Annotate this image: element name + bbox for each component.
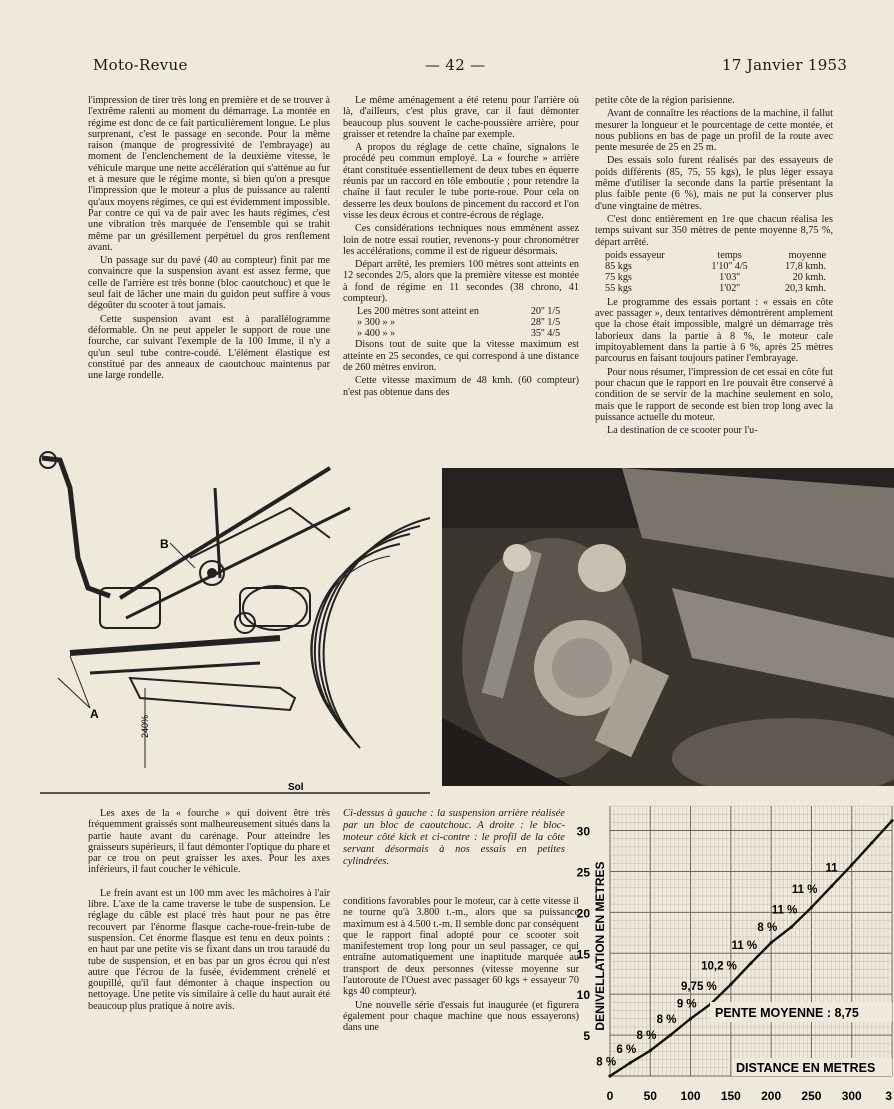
table-row (603, 261, 828, 272)
engine-photo (442, 468, 894, 786)
segment-label: 8 % (757, 921, 778, 934)
segment-label: 8 % (596, 1056, 617, 1069)
label-a: A (90, 707, 99, 721)
table-cell: 20 kmh. (792, 271, 826, 283)
table-cell: 20,3 kmh. (784, 282, 826, 294)
table-cell: 55 kgs (605, 282, 632, 294)
paragraph: Cette vitesse maximum de 48 kmh. (60 compteur) n'est pas obtenue dans des (343, 375, 579, 398)
y-tick-label: 20 (576, 906, 590, 921)
segment-label: 6 % (616, 1043, 637, 1056)
x-tick-label: 150 (720, 1089, 741, 1103)
column-2-bottom (343, 896, 579, 1036)
segment-label: 9,75 % (680, 981, 717, 994)
paragraph: Le frein avant est un 100 mm avec les mâchoires à l'air libre. L'axe de la came traverse le tube de suspension. Le réglage du câble est placé très haut pour ne pas être recouvert par l'énorme flasque cache-roue-frein-tube de suspension. Cet énorme flasque est tenu en deux points : en haut par une petite vis se fixant dans un trou taraudé du tube de suspension, et en bas par un gros écrou qui n'est autre que l'écrou de la fusée, évidemment crénelé et goupillé, qu'il faut démonter à chaque inspection ou nettoyage. Une petite vis similaire à celle du haut aurait été beaucoup plus pratique à notre avis. (88, 887, 330, 1012)
paragraph: conditions favorables pour le moteur, car à cette vitesse il ne tourne qu'à 3.800 t.-m., alors que sa puissance maximum est à 4.500 t.-m. Il semble donc par conséquent que le rapport final adopté pour ce scooter soit manifestement trop long pour un seul passager, ce qui entraîne automatiquement une inaptitude marquée au transport de deux personnes (vitesse moyenne sur l'autoroute de l'Ouest avec passager 60 kgs + essayeur 70 kgs 40 compteur). (343, 896, 579, 998)
y-tick-label: 25 (576, 865, 590, 880)
paragraph: Disons tout de suite que la vitesse maximum est atteinte en 25 secondes, ce qui correspond à une distance de 260 mètres environ. (343, 339, 579, 373)
table-cell: 1'03'' (719, 271, 740, 283)
x-tick-label: 300 (841, 1089, 862, 1103)
data-point (669, 1033, 672, 1036)
table-header-row (603, 250, 828, 261)
issue-date: 17 Janvier 1953 (722, 56, 848, 74)
weights-table (603, 250, 828, 294)
segment-label: 11 % (771, 904, 798, 917)
segment-label: 10,2 % (701, 960, 737, 973)
data-point (870, 841, 873, 844)
table-cell: 1'02'' (719, 282, 740, 294)
segment-label: 11 (825, 862, 838, 875)
data-point (890, 819, 893, 822)
data-point (749, 961, 752, 964)
figure-caption: Ci-dessus à gauche : la suspension arrière réalisée par un bloc de caoutchouc. A droite : le bloc-moteur côté kick et ci-contre : le profil de la côte servant désormais à nos essais en petites cylindrées. (343, 808, 565, 867)
label-b: B (160, 537, 169, 551)
paragraph: Avant de connaître les réactions de la machine, il fallut mesurer la longueur et le pourcentage de cette montée, et nous publions en bas de page un profil de la route avec pente mesurée de 25 en 25 m. (595, 108, 833, 154)
paragraph: Des essais solo furent réalisés par des essayeurs de poids différents (85, 75, 55 kgs), le plus léger essaya même d'utiliser la seconde dans la partie présentant la plus faible pente (6 %), mais ne put la conserver plus d'une vingtaine de mètres. (595, 155, 833, 212)
data-point (729, 983, 732, 986)
chart-svg (560, 804, 894, 1109)
x-tick-label: 0 (606, 1089, 614, 1103)
table-cell: 17,8 kmh. (784, 260, 826, 272)
data-point (649, 1049, 652, 1052)
segment-label: 9 % (676, 998, 697, 1011)
table-row (603, 283, 828, 294)
column-2-top (343, 95, 579, 400)
table-row (355, 328, 575, 339)
column-3-top (595, 95, 833, 438)
data-point (830, 885, 833, 888)
table-cell: 28'' 1/5 (530, 317, 561, 329)
data-point (608, 1074, 611, 1077)
table-cell: » 400 » » (357, 328, 396, 340)
paragraph: l'impression de tirer très long en première et de se trouver à l'extrême ralenti au moment du démarrage. La montée en régime est donc de ce fait particulièrement longue. Le plus surprenant, c'est le passage en seconde. Pour la même raison (manque de progressivité de l'embrayage) au moment de l'enclenchement de la deuxième vitesse, le véhicule marque une nette accélération qui s'atténue au fur et à mesure que le régime monte, si bien qu'on a presque l'impression que le moteur a plus de puissance au ralenti qu'aux moyens régimes, ce qui est évidemment impossible. Par contre ce qui va de pair avec les hauts régimes, c'est une vibration très marquée de l'ensemble qui se trahit même par un grésillement perpétuel du gros renflement avant. (88, 95, 331, 253)
table-cell: 85 kgs (605, 260, 632, 272)
ground-label: Sol (288, 782, 304, 793)
paragraph: petite côte de la région parisienne. (595, 95, 735, 106)
table-cell: » 300 » » (357, 317, 396, 329)
table-cell: 20'' 1/5 (530, 306, 561, 318)
suspension-drawing (30, 448, 442, 798)
data-point (790, 925, 793, 928)
data-point (689, 1017, 692, 1020)
y-tick-label: 30 (576, 824, 590, 839)
column-1-top (88, 95, 330, 383)
x-tick-label: 100 (680, 1089, 701, 1103)
data-point (629, 1061, 632, 1064)
y-tick-label: 10 (576, 988, 590, 1003)
page-number: — 42 — (425, 56, 486, 74)
paragraph: Cette suspension avant est à parallélogramme déformable. On ne peut appeler le support de roue une fourche, car suivant l'exemple de la 100 Imme, il n'y a qu'un seul tube contre-coudé. L'élément élastique est constitué par des anneaux de caoutchouc maintenus par une large rondelle. (88, 313, 330, 382)
paragraph: Le même aménagement a été retenu pour l'arrière où là, d'ailleurs, c'est plus grave, car il faut démonter beaucoup plus souvent le cache-poussière arrière, pour graisser et retendre la chaîne par exemple. (343, 95, 579, 140)
x-tick-label: 50 (643, 1089, 657, 1103)
x-tick-label: 200 (761, 1089, 782, 1103)
acceleration-table (355, 306, 575, 339)
table-header: moyenne (788, 249, 826, 261)
paragraph: La destination de ce scooter pour l'u- (607, 425, 758, 437)
data-point (850, 863, 853, 866)
paragraph: A propos du réglage de cette chaîne, signalons le procédé peu commun employé. La « fourche » arrière étant constituée essentiellement de deux tubes en équerre réunis par un raccord en tôle emboutie ; pour retendre la chaîne il faut reculer le tube porte-roue. Pour cela on desserre les deux boulons de pincement du raccord et l'on visse les deux écrous et contre-écrous de réglage. (343, 142, 579, 221)
angle-label: 240% (140, 714, 150, 738)
wheel-arc (324, 518, 430, 748)
y-tick-label: 15 (576, 947, 590, 962)
data-point (770, 941, 773, 944)
table-row (355, 317, 575, 328)
y-tick-label: 5 (583, 1029, 590, 1044)
paragraph: Un passage sur du pavé (40 au compteur) finit par me convaincre que la suspension avant est assez ferme, que celle de l'arrière est très bonne (bloc caoutchouc) et que le seul fait de lâcher une main du guidon peut suffire à vous dégoûter du scooter à tout jamais. (88, 255, 330, 312)
segment-label: 8 % (656, 1013, 677, 1026)
column-1-bottom (88, 808, 330, 1014)
data-point (810, 906, 813, 909)
table-header: temps (717, 249, 742, 261)
segment-label: 11 % (731, 939, 758, 952)
suspension-illustration (30, 448, 442, 798)
engine-photo-illustration (442, 468, 894, 786)
segment-label: 11 % (791, 883, 818, 896)
y-axis-label: DENIVELLATION EN METRES (593, 861, 607, 1031)
segment-label: 8 % (636, 1029, 657, 1042)
table-cell: 75 kgs (605, 271, 632, 283)
table-cell: Les 200 mètres sont atteint en (357, 306, 479, 318)
x-axis-label: DISTANCE EN METRES (736, 1061, 876, 1075)
table-cell: 1'10'' 4/5 (711, 260, 748, 272)
road-profile-chart (560, 804, 894, 1109)
x-tick-label: 250 (801, 1089, 822, 1103)
paragraph: Ces considérations techniques nous emmènent assez loin de notre essai routier, revenons-y pour chronométrer les accélérations, comme il est de rigueur désormais. (343, 223, 579, 257)
x-tick-label: 3 (885, 1089, 892, 1103)
table-header: poids essayeur (605, 249, 665, 261)
paragraph: Une nouvelle série d'essais fut inaugurée (et figurera également pour chaque machine que nous essayerons) dans une (343, 999, 579, 1034)
paragraph: Pour nous résumer, l'impression de cet essai en côte fut pour chacun que le rapport en 1re pouvait être conservé à condition de se servir de la machine seulement en solo, mais que le rapport de seconde est bien trop long avec la puissance actuelle du moteur. (595, 366, 833, 423)
paragraph: C'est donc entièrement en 1re que chacun réalisa les temps suivant sur 350 mètres de pente moyenne 8,75 %, départ arrêté. (595, 213, 833, 248)
table-row (355, 306, 575, 317)
paragraph: Départ arrêté, les premiers 100 mètres sont atteints en 12 secondes 2/5, alors que la première vitesse est montée à fond de régime en 11 secondes (38 chrono, 41 compteur). (343, 259, 579, 305)
mean-slope-annotation: PENTE MOYENNE : 8,75 (715, 1006, 859, 1020)
magazine-name: Moto-Revue (93, 56, 188, 74)
paragraph: Le programme des essais portant : « essais en côte avec passager », deux tentatives démontrèrent amplement que la chose était impossible, malgré un démarrage très laborieux dans la partie à 8 %, le moteur cale impitoyablement dans la partie à 6 %, après 25 mètres parcourus en faisant toujours patiner l'embrayage. (595, 296, 833, 365)
paragraph: Les axes de la « fourche » qui doivent être très fréquemment graissés sont malheureusement situés dans la partie haute avant du carénage. Pour atteindre les graisseurs supérieurs, il faut démonter l'optique du phare et par ce trou on peut graisser les axes. Pour les axes inférieurs, il faut coucher le véhicule. (88, 808, 330, 876)
table-cell: 35'' 4/5 (530, 328, 561, 340)
table-row (603, 272, 828, 283)
